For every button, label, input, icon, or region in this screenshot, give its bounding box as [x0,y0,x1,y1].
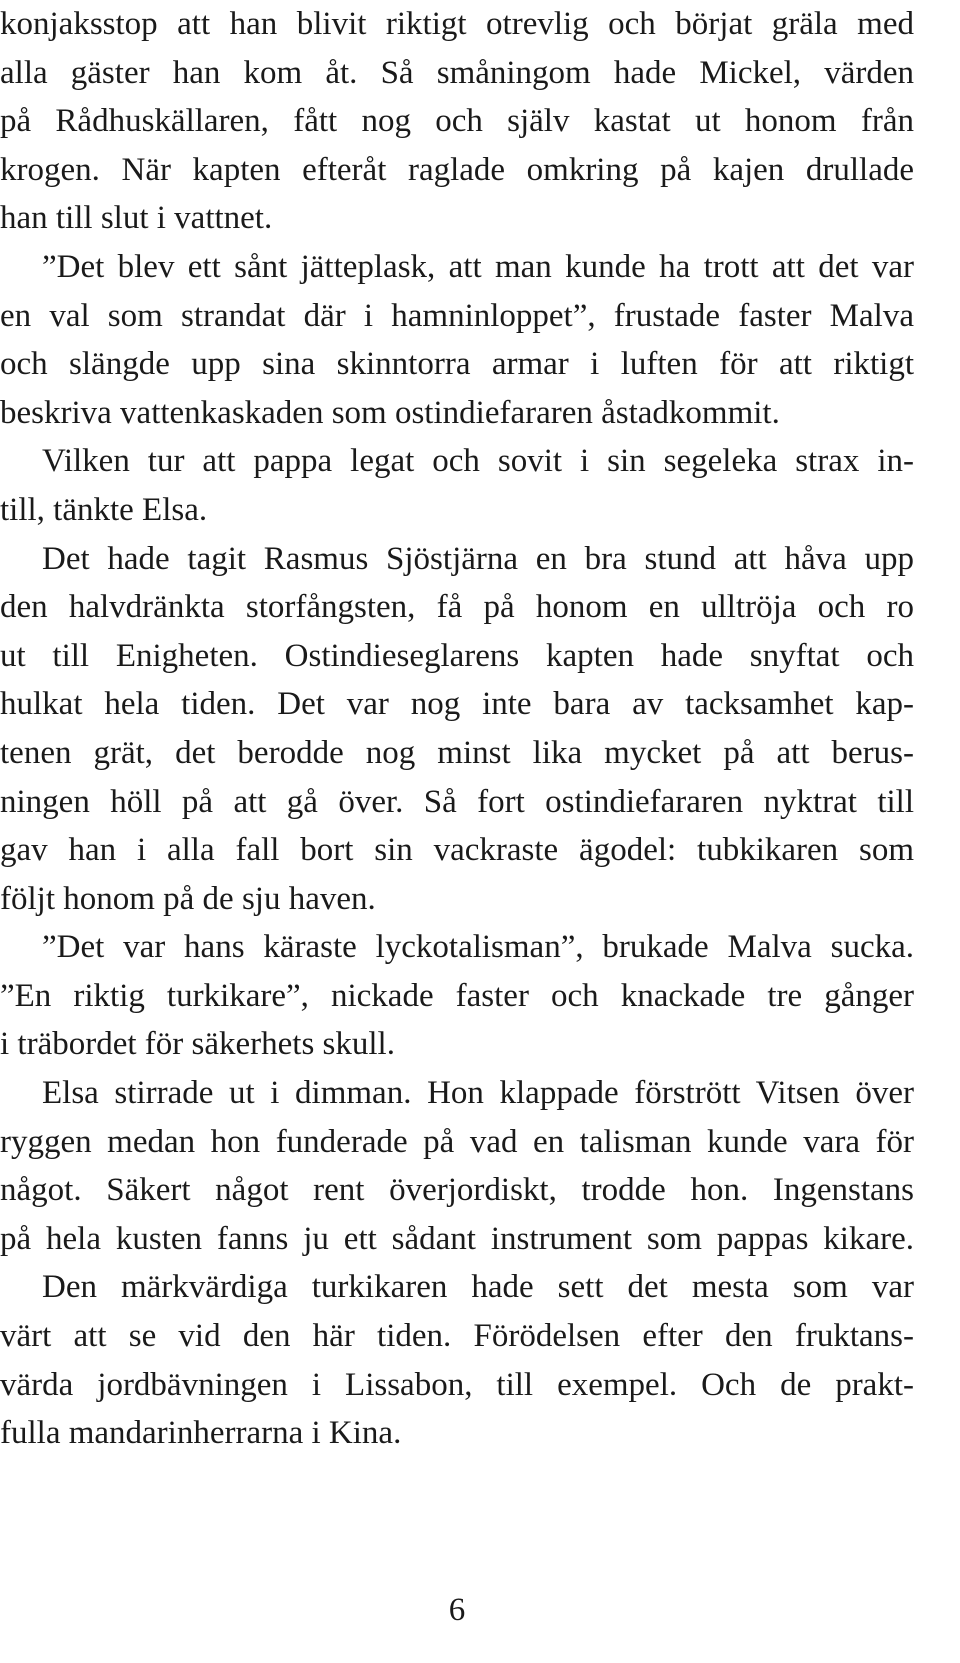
text-line: Vilken tur att pappa legat och sovit i sin segeleka strax in- [42,443,914,480]
text-line: värt att se vid den här tiden. Förödelsen efter den fruktans- [0,1318,914,1355]
text-line: gav han i alla fall bort sin vackraste ägodel: tubkikaren som [0,832,914,869]
text-line: den halvdränkta storfångsten, få på honom en ulltröja och ro [0,589,914,626]
text-line: på Rådhuskällaren, fått nog och själv kastat ut honom från [0,103,914,140]
text-line: alla gäster han kom åt. Så småningom hade Mickel, värden [0,54,914,91]
text-line: Elsa stirrade ut i dimman. Hon klappade förstrött Vitsen över [42,1075,914,1112]
text-line: på hela kusten fanns ju ett sådant instrument som pappas kikare. [0,1220,914,1257]
text-line: tenen grät, det berodde nog minst lika mycket på att berus- [0,734,914,771]
text-line: han till slut i vattnet. [0,200,273,237]
text-line: ut till Enigheten. Ostindieseglarens kapten hade snyftat och [0,637,914,674]
text-line: beskriva vattenkaskaden som ostindiefararen åstadkommit. [0,394,780,431]
text-line: ryggen medan hon funderade på vad en talisman kunde vara för [0,1123,914,1160]
text-line: konjaksstop att han blivit riktigt otrevlig och börjat gräla med [0,6,914,42]
text-line: Det hade tagit Rasmus Sjöstjärna en bra stund att håva upp [42,540,914,577]
text-line: och slängde upp sina skinntorra armar i luften för att riktigt [0,346,914,383]
text-line: Den märkvärdiga turkikaren hade sett det mesta som var [42,1269,914,1306]
text-line: ”En riktig turkikare”, nickade faster och knackade tre gånger [0,977,914,1014]
text-line: något. Säkert något rent överjordiskt, trodde hon. Ingenstans [0,1172,914,1209]
text-line: hulkat hela tiden. Det var nog inte bara av tacksamhet kap- [0,686,914,723]
text-line: en val som strandat där i hamninloppet”, frustade faster Malva [0,297,914,334]
page-number: 6 [448,1592,466,1628]
text-line: ”Det var hans käraste lyckotalisman”, brukade Malva sucka. [42,929,914,966]
text-line: följt honom på de sju haven. [0,880,376,917]
text-line: ”Det blev ett sånt jätteplask, att man kunde ha trott att det var [42,248,914,285]
text-line: ningen höll på att gå över. Så fort ostindiefararen nyktrat till [0,783,914,820]
text-line: till, tänkte Elsa. [0,491,208,528]
text-line: krogen. När kapten efteråt raglade omkring på kajen drullade [0,151,914,188]
text-line: värda jordbävningen i Lissabon, till exempel. Och de prakt- [0,1366,914,1403]
text-line: fulla mandarinherrarna i Kina. [0,1415,402,1452]
text-line: i träbordet för säkerhets skull. [0,1026,395,1063]
